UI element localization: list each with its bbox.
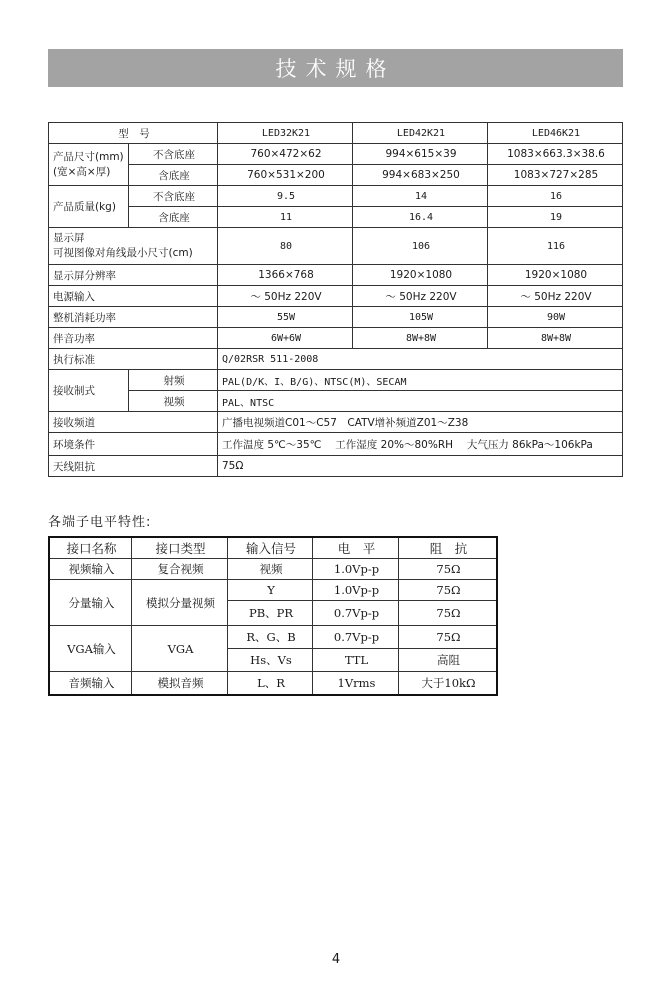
size-row-without-stand bbox=[49, 144, 623, 165]
levels-header: 接口名称 bbox=[50, 538, 132, 559]
levels-row-vga-rgb bbox=[50, 626, 497, 649]
levels-header-row bbox=[50, 538, 497, 559]
interface-type: VGA bbox=[132, 626, 228, 672]
diagonal-value: 80 bbox=[218, 228, 353, 265]
weight-value: 9.5 bbox=[218, 186, 353, 207]
standard-label: 执行标准 bbox=[49, 349, 218, 370]
levels-header: 电 平 bbox=[313, 538, 399, 559]
size-row-with-stand bbox=[49, 165, 623, 186]
reception-rf-value: PAL(D/K、I、B/G)、NTSC(M)、SECAM bbox=[218, 370, 623, 391]
size-value: 1083×727×285 bbox=[488, 165, 623, 186]
interface-name: 音频输入 bbox=[50, 672, 132, 695]
power-input-value: ～ 50Hz 220V bbox=[353, 286, 488, 307]
reception-rf-label: 射频 bbox=[129, 370, 218, 391]
interface-name: VGA输入 bbox=[50, 626, 132, 672]
size-sublabel-without: 不含底座 bbox=[129, 144, 218, 165]
interface-type: 模拟音频 bbox=[132, 672, 228, 695]
weight-row-with-stand bbox=[49, 207, 623, 228]
input-signal: R、G、B bbox=[228, 626, 313, 649]
model-label: 型 号 bbox=[49, 123, 218, 144]
power-consumption-row bbox=[49, 307, 623, 328]
levels-row-component-y bbox=[50, 580, 497, 601]
levels-row-video bbox=[50, 559, 497, 580]
power-consumption-value: 105W bbox=[353, 307, 488, 328]
weight-value: 11 bbox=[218, 207, 353, 228]
input-signal: Hs、Vs bbox=[228, 649, 313, 672]
channels-row bbox=[49, 412, 623, 433]
terminal-levels-table bbox=[49, 537, 497, 695]
power-input-row bbox=[49, 286, 623, 307]
resolution-row bbox=[49, 265, 623, 286]
interface-name: 视频输入 bbox=[50, 559, 132, 580]
model-name: LED32K21 bbox=[218, 123, 353, 144]
power-input-value: ～ 50Hz 220V bbox=[218, 286, 353, 307]
levels-header: 接口类型 bbox=[132, 538, 228, 559]
weight-value: 16 bbox=[488, 186, 623, 207]
standard-value: Q/02RSR 511-2008 bbox=[218, 349, 623, 370]
interface-type: 复合视频 bbox=[132, 559, 228, 580]
diagonal-label: 显示屏 可视图像对角线最小尺寸(cm) bbox=[49, 228, 218, 265]
diagonal-value: 116 bbox=[488, 228, 623, 265]
input-signal: 视频 bbox=[228, 559, 313, 580]
impedance: 大于10kΩ bbox=[399, 672, 497, 695]
impedance: 75Ω bbox=[399, 580, 497, 601]
signal-level: 1Vrms bbox=[313, 672, 399, 695]
model-name: LED42K21 bbox=[353, 123, 488, 144]
diagonal-row bbox=[49, 228, 623, 265]
size-value: 994×615×39 bbox=[353, 144, 488, 165]
reception-rf-row bbox=[49, 370, 623, 391]
standard-row bbox=[49, 349, 623, 370]
channels-label: 接收频道 bbox=[49, 412, 218, 433]
audio-power-value: 8W+8W bbox=[353, 328, 488, 349]
antenna-value: 75Ω bbox=[218, 456, 623, 477]
diagonal-value: 106 bbox=[353, 228, 488, 265]
environment-row bbox=[49, 433, 623, 456]
input-signal: Y bbox=[228, 580, 313, 601]
weight-label: 产品质量(kg) bbox=[49, 186, 129, 228]
levels-row-audio bbox=[50, 672, 497, 695]
signal-level: TTL bbox=[313, 649, 399, 672]
audio-power-value: 8W+8W bbox=[488, 328, 623, 349]
page-number: 4 bbox=[331, 952, 341, 967]
weight-sublabel-with: 含底座 bbox=[129, 207, 218, 228]
resolution-value: 1920×1080 bbox=[488, 265, 623, 286]
signal-level: 0.7Vp-p bbox=[313, 626, 399, 649]
channels-value: 广播电视频道C01～C57 CATV增补频道Z01～Z38 bbox=[218, 412, 623, 433]
size-value: 760×472×62 bbox=[218, 144, 353, 165]
reception-video-value: PAL、NTSC bbox=[218, 391, 623, 412]
size-value: 994×683×250 bbox=[353, 165, 488, 186]
resolution-label: 显示屏分辨率 bbox=[49, 265, 218, 286]
levels-section-title: 各端子电平特性: bbox=[48, 515, 152, 530]
resolution-value: 1366×768 bbox=[218, 265, 353, 286]
environment-label: 环境条件 bbox=[49, 433, 218, 456]
impedance: 75Ω bbox=[399, 559, 497, 580]
levels-header: 阻 抗 bbox=[399, 538, 497, 559]
spec-header-row bbox=[49, 123, 623, 144]
size-value: 1083×663.3×38.6 bbox=[488, 144, 623, 165]
reception-system-label: 接收制式 bbox=[49, 370, 129, 412]
audio-power-row bbox=[49, 328, 623, 349]
weight-value: 19 bbox=[488, 207, 623, 228]
impedance: 75Ω bbox=[399, 601, 497, 626]
power-consumption-label: 整机消耗功率 bbox=[49, 307, 218, 328]
antenna-row bbox=[49, 456, 623, 477]
power-consumption-value: 55W bbox=[218, 307, 353, 328]
interface-type: 模拟分量视频 bbox=[132, 580, 228, 626]
weight-row-without-stand bbox=[49, 186, 623, 207]
signal-level: 1.0Vp-p bbox=[313, 580, 399, 601]
reception-video-label: 视频 bbox=[129, 391, 218, 412]
impedance: 75Ω bbox=[399, 626, 497, 649]
levels-header: 输入信号 bbox=[228, 538, 313, 559]
power-input-value: ～ 50Hz 220V bbox=[488, 286, 623, 307]
power-input-label: 电源输入 bbox=[49, 286, 218, 307]
resolution-value: 1920×1080 bbox=[353, 265, 488, 286]
input-signal: L、R bbox=[228, 672, 313, 695]
weight-value: 16.4 bbox=[353, 207, 488, 228]
size-sublabel-with: 含底座 bbox=[129, 165, 218, 186]
model-name: LED46K21 bbox=[488, 123, 623, 144]
signal-level: 0.7Vp-p bbox=[313, 601, 399, 626]
signal-level: 1.0Vp-p bbox=[313, 559, 399, 580]
antenna-label: 天线阻抗 bbox=[49, 456, 218, 477]
reception-video-row bbox=[49, 391, 623, 412]
size-value: 760×531×200 bbox=[218, 165, 353, 186]
audio-power-label: 伴音功率 bbox=[49, 328, 218, 349]
weight-value: 14 bbox=[353, 186, 488, 207]
audio-power-value: 6W+6W bbox=[218, 328, 353, 349]
power-consumption-value: 90W bbox=[488, 307, 623, 328]
spec-table bbox=[48, 122, 623, 477]
interface-name: 分量输入 bbox=[50, 580, 132, 626]
input-signal: PB、PR bbox=[228, 601, 313, 626]
size-label: 产品尺寸(mm) (宽×高×厚) bbox=[49, 144, 129, 186]
page-title: 技术规格 bbox=[48, 49, 623, 87]
environment-value: 工作温度 5℃～35℃ 工作湿度 20%～80%RH 大气压力 86kPa～106kPa bbox=[218, 433, 623, 456]
impedance: 高阻 bbox=[399, 649, 497, 672]
weight-sublabel-without: 不含底座 bbox=[129, 186, 218, 207]
